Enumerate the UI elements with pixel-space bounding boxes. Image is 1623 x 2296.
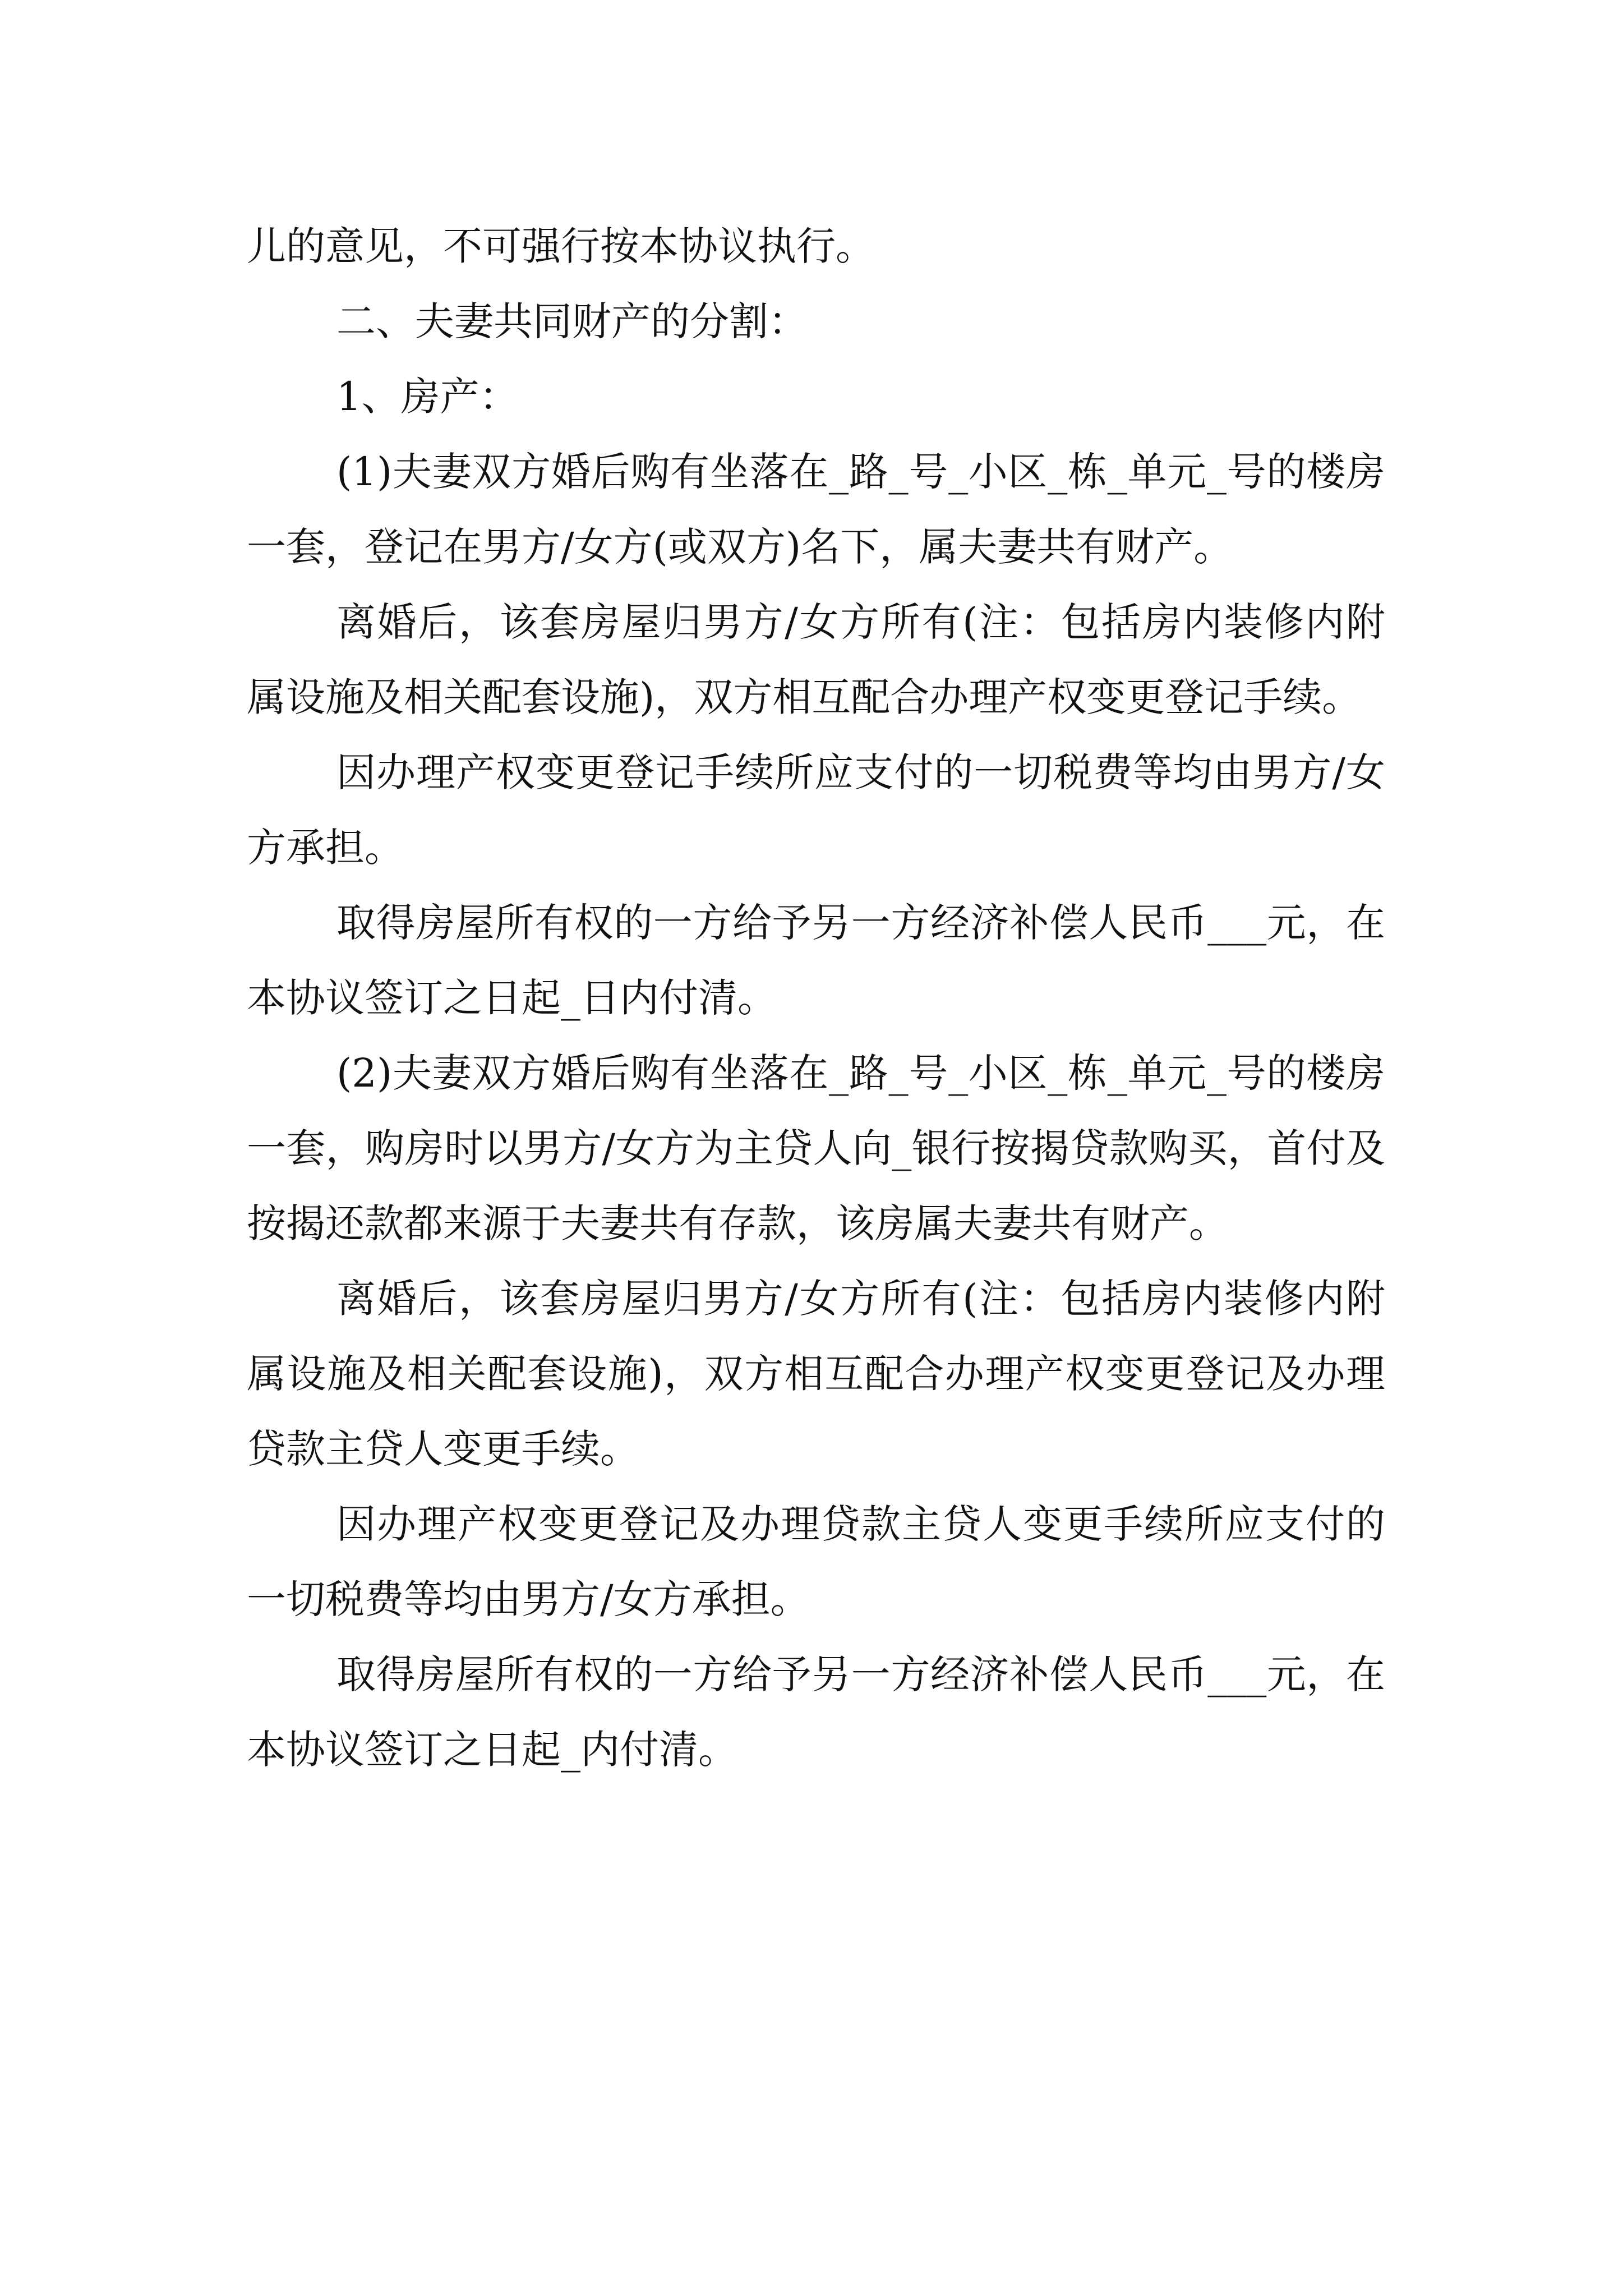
paragraph-house-1-taxes: 因办理产权变更登记手续所应支付的一切税费等均由男方/女方承担。 [247, 749, 1385, 871]
document-body [247, 209, 1385, 1787]
section-heading-property-division: 二、夫妻共同财产的分割： [336, 298, 808, 344]
paragraph-house-1: (1)夫妻双方婚后购有坐落在_路_号_小区_栋_单元_号的楼房一套，登记在男方/女方(或双方)名下，属夫妻共有财产。 [247, 449, 1385, 570]
paragraph-house-1-compensation: 取得房屋所有权的一方给予另一方经济补偿人民币___元，在本协议签订之日起_日内付清。 [247, 900, 1385, 1021]
paragraph-house-2-compensation: 取得房屋所有权的一方给予另一方经济补偿人民币___元，在本协议签订之日起_内付清。 [247, 1651, 1385, 1773]
paragraph-house-1-ownership: 离婚后，该套房屋归男方/女方所有(注：包括房内装修内附属设施及相关配套设施)，双方相互配合办理产权变更登记手续。 [247, 599, 1385, 720]
subsection-heading-real-estate: 1、房产： [336, 374, 519, 420]
paragraph-house-2: (2)夫妻双方婚后购有坐落在_路_号_小区_栋_单元_号的楼房一套，购房时以男方/女方为主贷人向_银行按揭贷款购买，首付及按揭还款都来源于夫妻共有存款，该房属夫妻共有财产。 [247, 1050, 1385, 1246]
paragraph-house-2-taxes: 因办理产权变更登记及办理贷款主贷人变更手续所应支付的一切税费等均由男方/女方承担。 [247, 1501, 1385, 1622]
paragraph-continuation: 儿的意见，不可强行按本协议执行。 [247, 223, 875, 269]
paragraph-house-2-ownership: 离婚后，该套房屋归男方/女方所有(注：包括房内装修内附属设施及相关配套设施)，双方相互配合办理产权变更登记及办理贷款主贷人变更手续。 [247, 1276, 1385, 1472]
